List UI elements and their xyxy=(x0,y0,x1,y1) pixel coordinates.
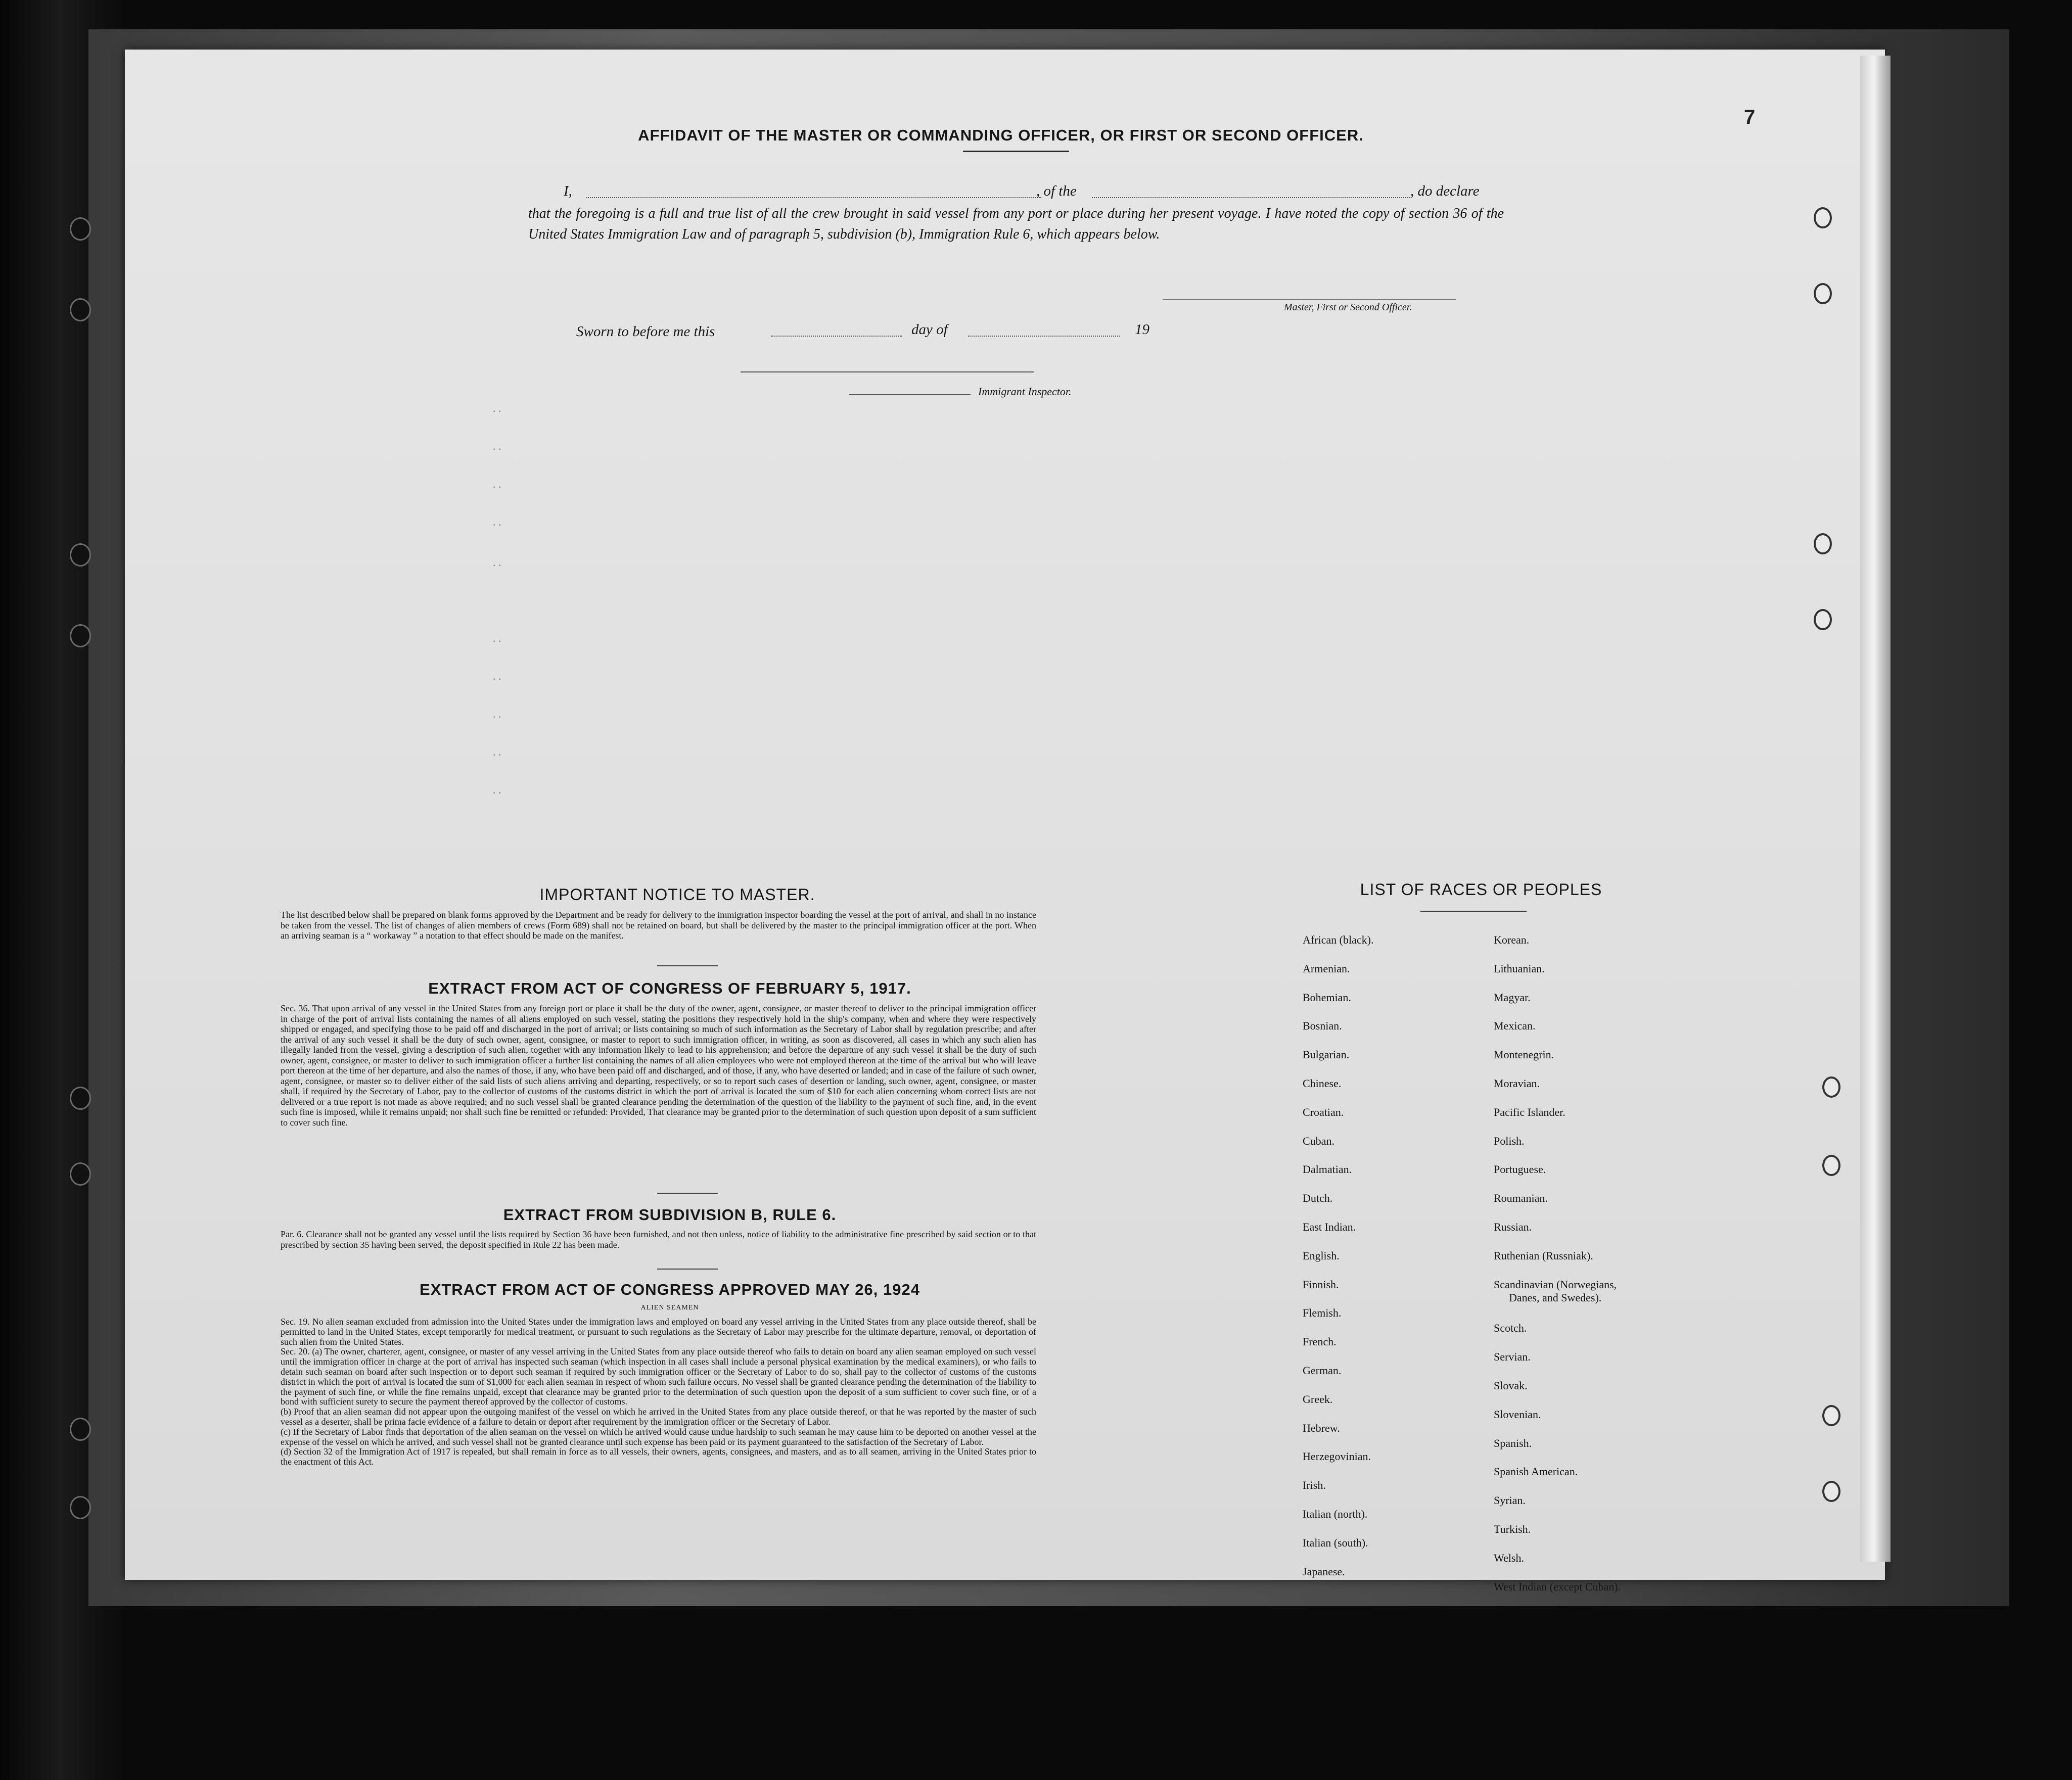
race-item: Portuguese. xyxy=(1494,1163,1546,1176)
races-title: LIST OF RACES OR PEOPLES xyxy=(1360,880,1602,899)
race-item: Italian (south). xyxy=(1303,1536,1368,1549)
race-item: Moravian. xyxy=(1494,1077,1540,1090)
race-item: Scotch. xyxy=(1494,1322,1527,1335)
punch-hole xyxy=(1814,533,1832,554)
binder-hole xyxy=(70,624,91,647)
punch-hole xyxy=(1822,1155,1840,1176)
race-item: Finnish. xyxy=(1303,1278,1339,1291)
race-item: Mexican. xyxy=(1494,1019,1536,1033)
notice-text: The list described below shall be prepared on blank forms approved by the Department and be ready for delivery to the immigration inspector boarding the vessel at the port of arrival, and shall in no instance be taken from the vessel. The list of changes of alien members of crews (Form 689) shall not be retained on board, but shall be delivered by the master to the principal immigration officer at the port. When an arriving seaman is a “ workaway ” a notation to that effect should be made on the manifest. xyxy=(281,910,1036,941)
punch-hole xyxy=(1814,283,1832,304)
inspector-label: Immigrant Inspector. xyxy=(978,385,1072,398)
bleed-through-mark: . . xyxy=(493,516,501,528)
rule6-title: EXTRACT FROM SUBDIVISION B, RULE 6. xyxy=(503,1206,837,1224)
race-item: Japanese. xyxy=(1303,1565,1345,1578)
race-item: Korean. xyxy=(1494,933,1530,946)
race-item: English. xyxy=(1303,1249,1340,1262)
race-item: German. xyxy=(1303,1364,1342,1377)
inspector-line[interactable] xyxy=(741,371,1034,372)
race-item: Italian (north). xyxy=(1303,1508,1368,1520)
bleed-through-mark: . . xyxy=(493,670,501,682)
punch-hole xyxy=(1814,207,1832,228)
bleed-through-mark: . . xyxy=(493,402,501,414)
race-item: Polish. xyxy=(1494,1134,1525,1147)
binder-hole xyxy=(70,217,91,241)
race-item: Bohemian. xyxy=(1303,991,1351,1004)
sworn-month-field[interactable] xyxy=(968,336,1120,337)
race-item: Dutch. xyxy=(1303,1192,1333,1205)
divider xyxy=(657,1193,718,1194)
race-item: Servian. xyxy=(1494,1350,1531,1364)
race-item: Bulgarian. xyxy=(1303,1048,1350,1061)
bleed-through-mark: . . xyxy=(493,783,501,796)
race-item: Spanish American. xyxy=(1494,1465,1578,1478)
punch-hole xyxy=(1822,1481,1840,1502)
act-1924-title: EXTRACT FROM ACT OF CONGRESS APPROVED MAY 26, 1924 xyxy=(420,1281,920,1298)
declarant-prefix: I, xyxy=(564,183,572,199)
bleed-through-mark: . . xyxy=(493,440,501,452)
race-item: Welsh. xyxy=(1494,1551,1524,1564)
race-item: Russian. xyxy=(1494,1221,1532,1233)
inspector-line-short xyxy=(849,394,971,395)
race-item: Flemish. xyxy=(1303,1306,1342,1320)
race-item: Magyar. xyxy=(1494,991,1531,1004)
binder-hole xyxy=(70,1087,91,1110)
rule6-text: Par. 6. Clearance shall not be granted any vessel until the lists required by Section 36 have been furnished, and not then unless, notice of liability to the administrative fine prescribed by said section or to that prescribed by section 35 having been served, the deposit specified in Rule 22 has been made. xyxy=(281,1229,1036,1250)
master-signature-line[interactable] xyxy=(1163,299,1456,300)
race-item: Ruthenian (Russniak). xyxy=(1494,1249,1593,1262)
race-item: Slovak. xyxy=(1494,1379,1528,1392)
divider xyxy=(1420,911,1527,912)
vessel-prefix: , of the xyxy=(1036,183,1077,199)
race-item: Pacific Islander. xyxy=(1494,1105,1565,1118)
race-item: Lithuanian. xyxy=(1494,962,1545,975)
declarant-name-field[interactable] xyxy=(586,197,1041,198)
act-1924-subtitle: ALIEN SEAMEN xyxy=(640,1304,699,1311)
race-item: Danes, and Swedes). xyxy=(1509,1291,1602,1304)
binder-hole xyxy=(70,1162,91,1186)
punch-hole xyxy=(1822,1405,1840,1426)
page-edge xyxy=(1860,56,1891,1562)
race-item: Syrian. xyxy=(1494,1494,1526,1507)
race-item: East Indian. xyxy=(1303,1221,1356,1233)
race-item: Chinese. xyxy=(1303,1077,1342,1090)
affidavit-statement: that the foregoing is a full and true list of all the crew brought in said vessel from any port or place during her present voyage. I have noted the copy of section 36 of the United States Immigration Law and of paragraph 5, subdivision (b), Immigration Rule 6, which appears below. xyxy=(528,206,1504,242)
declare-text: , do declare xyxy=(1410,183,1480,199)
bleed-through-mark: . . xyxy=(493,745,501,758)
bleed-through-mark: . . xyxy=(493,708,501,720)
divider xyxy=(657,965,718,966)
race-item: Dalmatian. xyxy=(1303,1163,1352,1176)
divider xyxy=(963,151,1069,152)
race-item: African (black). xyxy=(1303,933,1374,946)
vessel-name-field[interactable] xyxy=(1092,197,1410,198)
race-item: Slovenian. xyxy=(1494,1408,1541,1421)
page-number: 7 xyxy=(1744,106,1756,128)
race-item: Roumanian. xyxy=(1494,1192,1548,1205)
race-item: Armenian. xyxy=(1303,962,1350,975)
race-item: Turkish. xyxy=(1494,1523,1531,1535)
binder-hole xyxy=(70,298,91,321)
day-of-label: day of xyxy=(911,321,948,338)
race-item: Herzegovinian. xyxy=(1303,1450,1371,1463)
race-item: West Indian (except Cuban). xyxy=(1494,1580,1621,1593)
year-prefix: 19 xyxy=(1135,321,1149,338)
punch-hole xyxy=(1814,609,1832,630)
race-item: Irish. xyxy=(1303,1479,1326,1492)
race-item: Hebrew. xyxy=(1303,1421,1340,1434)
act-1917-title: EXTRACT FROM ACT OF CONGRESS OF FEBRUARY 5, 1917. xyxy=(428,979,911,997)
race-item: Croatian. xyxy=(1303,1105,1344,1118)
race-item: Greek. xyxy=(1303,1392,1333,1406)
sworn-day-field[interactable] xyxy=(771,336,902,337)
act-1924-text: Sec. 19. No alien seaman excluded from admission into the United States under the immigration laws and employed on board any vessel arriving in the United States from any place outside thereof, shall be permitted to land in the United States, except temporarily for medical treatment, or pursuant to such regulations as the Secretary of Labor may prescribe for the ultimate departure, removal, or deportation of such alien from the United States. Sec. 20. (a) The owner, charterer, agent, consignee, or master of any vessel arriving in the United States from any place outside thereof who fails to detain on board any alien seaman employed on such vessel until the immigration officer in charge at the port of arrival has inspected such seaman (which inspection in all cases shall include a personal physical examination by the medical examiners), or who fails to detain such seaman on board after such inspection or to deport such seaman if required by such immigration officer or the Secretary of Labor to do so, shall pay to the collector of customs of the customs district in which the port of arrival is located the sum of $1,000 for each alien seaman in respect of whom such failure occurs. No vessel shall be granted clearance pending the determination of the liability to the payment of such fine, or while the fine remains unpaid, except that clearance may be granted prior to the determination of such question upon the deposit of a sum sufficient to cover such fine, or of a bond with sufficient surety to secure the payment thereof approved by the collector of customs. (b) Proof that an alien seaman did not appear upon the outgoing manifest of the vessel on which he arrived in the United States from any place outside thereof, or that he was reported by the master of such vessel as a deserter, shall be prima facie evidence of a failure to detain or deport after requirement by the immigration officer or the Secretary of Labor. (c) If the Secretary of Labor finds that deportation of the alien seaman on the vessel on which he arrived would cause undue hardship to such seaman he may cause him to be deported on another vessel at the expense of the vessel on which he arrived, and such vessel shall not be granted clearance until such expense has been paid or its payment guaranteed to the satisfaction of the Secretary of Labor. (d) Section 32 of the Immigration Act of 1917 is repealed, but shall remain in force as to all vessels, their owners, agents, consignees, and masters, and as to all seamen, arriving in the United States prior to the enactment of this Act. xyxy=(281,1317,1036,1467)
master-signature-label: Master, First or Second Officer. xyxy=(1284,302,1412,313)
binder-hole xyxy=(70,1496,91,1519)
bleed-through-mark: . . xyxy=(493,478,501,490)
race-item: French. xyxy=(1303,1335,1337,1348)
binder-hole xyxy=(70,543,91,567)
notice-title: IMPORTANT NOTICE TO MASTER. xyxy=(539,885,815,904)
divider xyxy=(657,1269,718,1270)
race-item: Bosnian. xyxy=(1303,1019,1342,1033)
punch-hole xyxy=(1822,1076,1840,1098)
affidavit-title: AFFIDAVIT OF THE MASTER OR COMMANDING OFFICER, OR FIRST OR SECOND OFFICER. xyxy=(638,126,1364,144)
race-item: Scandinavian (Norwegians, xyxy=(1494,1278,1617,1291)
sworn-label: Sworn to before me this xyxy=(576,323,715,340)
race-item: Spanish. xyxy=(1494,1436,1532,1449)
race-item: Montenegrin. xyxy=(1494,1048,1554,1061)
race-item: Cuban. xyxy=(1303,1134,1334,1147)
bleed-through-mark: . . xyxy=(493,632,501,644)
bleed-through-mark: . . xyxy=(493,556,501,569)
act-1917-text: Sec. 36. That upon arrival of any vessel in the United States from any foreign port or place it shall be the duty of the owner, agent, consignee, or master thereof to deliver to the principal immigration officer in charge of the port of arrival lists containing the names of all aliens employed on such vessel, stating the positions they respectively hold in the ship's company, when and where they were respectively shipped or engaged, and specifying those to be paid off and discharged in the port of arrival; or lists containing so much of such information as the Secretary of Labor shall by regulation prescribe; and after the arrival of any such vessel it shall be the duty of such owner, agent, consignee, or master to report to such immigration officer, in writing, as soon as discovered, all cases in which any such alien has illegally landed from the vessel, giving a description of such alien, together with any information likely to lead to his apprehension; and before the departure of any such vessel it shall be the duty of such owner, agent, consignee, or master to deliver to such immigration officer a further list containing the names of all alien employees who were not employed thereon at the time of the arrival but who will leave port thereon at the time of her departure, and also the names of those, if any, who have been paid off and discharged, and of those, if any, who have deserted or landed; and in case of the failure of such owner, agent, consignee, or master so to deliver either of the said lists of such aliens arriving and departing, respectively, or so to report such cases of desertion or landing, such owner, agent, consignee, or master shall, if required by the Secretary of Labor, pay to the collector of customs of the customs district in which the port of arrival is located the sum of $10 for each alien concerning whom correct lists are not delivered or a true report is not made as above required; and no such vessel shall be granted clearance pending the determination of the question of the liability to the payment of such fine, and, in the event such fine is imposed, while it remains unpaid; nor shall such fine be remitted or refunded: Provided, That clearance may be granted prior to the determination of such question upon deposit of a sum sufficient to cover such fine. xyxy=(281,1003,1036,1128)
binder-hole xyxy=(70,1418,91,1441)
